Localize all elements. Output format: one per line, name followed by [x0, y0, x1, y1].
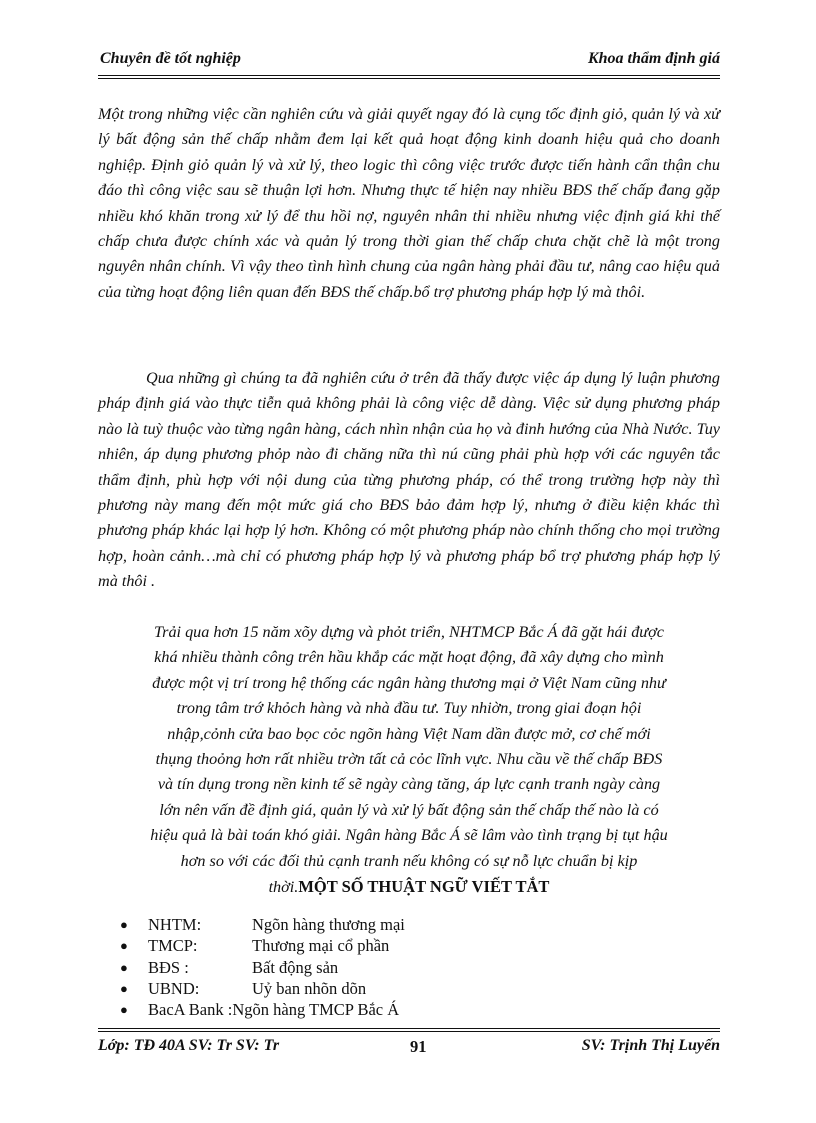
- header-right-title: Khoa thẩm định giá: [587, 50, 720, 67]
- paragraph-3-line: và tín dụng trong nền kinh tế sẽ ngày càng tăng, áp lực cạnh tranh ngày càng: [157, 775, 661, 794]
- paragraph-3: [98, 620, 720, 900]
- list-item: [118, 935, 405, 956]
- paragraph-3-line: Trải qua hơn 15 năm xõy dựng và phỏt triển, NHTMCP Bắc Á đã gặt hái được: [154, 623, 664, 641]
- bullet-icon: ●: [120, 938, 128, 954]
- paragraph-1: Một trong những việc cần nghiên cứu và giải quyết ngay đó là cụng tốc định giỏ, quản lý và xử lý bất động sản thế chấp nhằm đem lại kết quả hoạt động kinh doanh hiệu quả cho doanh nghiệp. Định giỏ quản lý và xử lý, theo logic thì công việc trước được tiến hành cẩn thận chu đáo thì công việc sau sẽ thuận lợi hơn. Nhưng thực tế hiện nay nhiều BĐS thế chấp đang gặp nhiều khó khăn trong xử lý để thu hồi nợ, nguyên nhân thi nhiều nhưng việc định giá khi thế chấp chưa được chính xác và quản lý trong thời gian thế chấp chưa chặt chẽ là một trong nguyên nhân chính. Vì vậy theo tình hình chung của ngân hàng phải đầu tư, nâng cao hiệu quả của từng hoạt động liên quan đến BĐS thế chấp.bổ trợ phương pháp hợp lý mà thôi.: [98, 105, 720, 301]
- paragraph-3-line: thụng thoỏng hơn rất nhiều trờn tất cả cỏc lĩnh vực. Nhu cầu về thế chấp BĐS: [155, 750, 663, 769]
- paragraph-3-end: thời.: [268, 878, 299, 897]
- header-rule-thin: [98, 78, 720, 79]
- paragraph-3-line: trong tâm trớ khỏch hàng và nhà đầu tư. Tuy nhiờn, trong giai đoạn hội: [176, 699, 642, 718]
- footer-class-info: Lớp: TĐ 40A SV: Tr SV: Tr: [98, 1037, 280, 1054]
- abbreviation-term: NHTM:: [148, 915, 202, 934]
- paragraph-3-line: nhập,cỏnh cửa bao bọc cỏc ngõn hàng Việt Nam dần được mở, cơ chế mới: [167, 724, 651, 743]
- footer-student-name: SV: Trịnh Thị Luyến: [581, 1037, 720, 1054]
- abbreviation-meaning: Ngõn hàng TMCP Bắc Á: [232, 1000, 400, 1020]
- paragraph-3-line: lớn nên vấn đề định giá, quản lý và xử lý bất động sản thế chấp thế nào là có: [159, 800, 659, 819]
- abbreviation-meaning: Ngõn hàng thương mại: [252, 915, 405, 934]
- page-header: [98, 48, 720, 72]
- header-left-title: Chuyên đề tốt nghiệp: [100, 50, 241, 67]
- abbreviation-term: UBND:: [148, 978, 200, 998]
- paragraph-2: Qua những gì chúng ta đã nghiên cứu ở trên đã thấy được việc áp dụng lý luận phương pháp định giá vào thực tiễn quả không phải là công việc dễ dàng. Việc sử dụng phương pháp nào là tuỳ thuộc vào từng ngân hàng, cách nhìn nhận của họ và đinh hướng của Nhà Nước. Tuy nhiên, áp dụng phương phỏp nào đi chăng nữa thì nú cũng phải phù hợp với các nguyên tắc thẩm định, phù hợp với nội dung của từng phương pháp, có thể trong trường hợp này thì phương này mang đến một mức giá cho BĐS bảo đảm hợp lý, nhưng ở điều kiện khác thì phương pháp khác lại hợp lý hơn. Không có một phương pháp nào chính thống cho mọi trường hợp, hoàn cảnh…mà chỉ có phương pháp hợp lý và phương pháp bổ trợ phương pháp hợp lý mà thôi .: [98, 369, 720, 591]
- abbreviation-meaning: Bất động sản: [252, 957, 339, 977]
- bullet-icon: ●: [120, 980, 128, 996]
- page-footer: [98, 1037, 720, 1061]
- abbreviation-term: BĐS :: [148, 957, 189, 977]
- bullet-icon: ●: [120, 917, 128, 932]
- list-item: [118, 999, 405, 1020]
- abbreviation-term: TMCP:: [148, 936, 198, 956]
- header-rule: [98, 75, 720, 76]
- footer-rule-thin: [98, 1028, 720, 1029]
- footer-rule: [98, 1031, 720, 1032]
- list-item: [118, 957, 405, 978]
- paragraph-3-line: được một vị trí trong hệ thống các ngân hàng thương mại ở Việt Nam cũng như: [152, 673, 666, 692]
- list-item: [118, 914, 405, 935]
- abbreviation-list: [118, 914, 405, 1020]
- list-item: [118, 978, 405, 999]
- bullet-icon: ●: [120, 1002, 128, 1018]
- paragraph-3-line: khá nhiều thành công trên hầu khắp các mặt hoạt động, đã xây dựng cho mình: [154, 648, 664, 667]
- abbreviation-meaning: Uỷ ban nhõn dõn: [252, 978, 367, 998]
- paragraph-3-line: hiệu quả là bài toán khó giải. Ngân hàng Bắc Á sẽ lâm vào tình trạng bị tụt hậu: [150, 826, 668, 845]
- page-number: 91: [410, 1037, 427, 1056]
- paragraph-3-line: hơn so với các đối thủ cạnh tranh nếu không có sự nỗ lực chuẩn bị kịp: [180, 851, 638, 870]
- abbreviation-term: BacA Bank :: [148, 1000, 233, 1020]
- bullet-icon: ●: [120, 959, 128, 975]
- paragraph-3-last-line: [98, 874, 720, 900]
- abbreviation-meaning: Thương mại cổ phần: [252, 936, 390, 956]
- section-title: MỘT SỐ THUẬT NGỮ VIẾT TẮT: [298, 877, 550, 897]
